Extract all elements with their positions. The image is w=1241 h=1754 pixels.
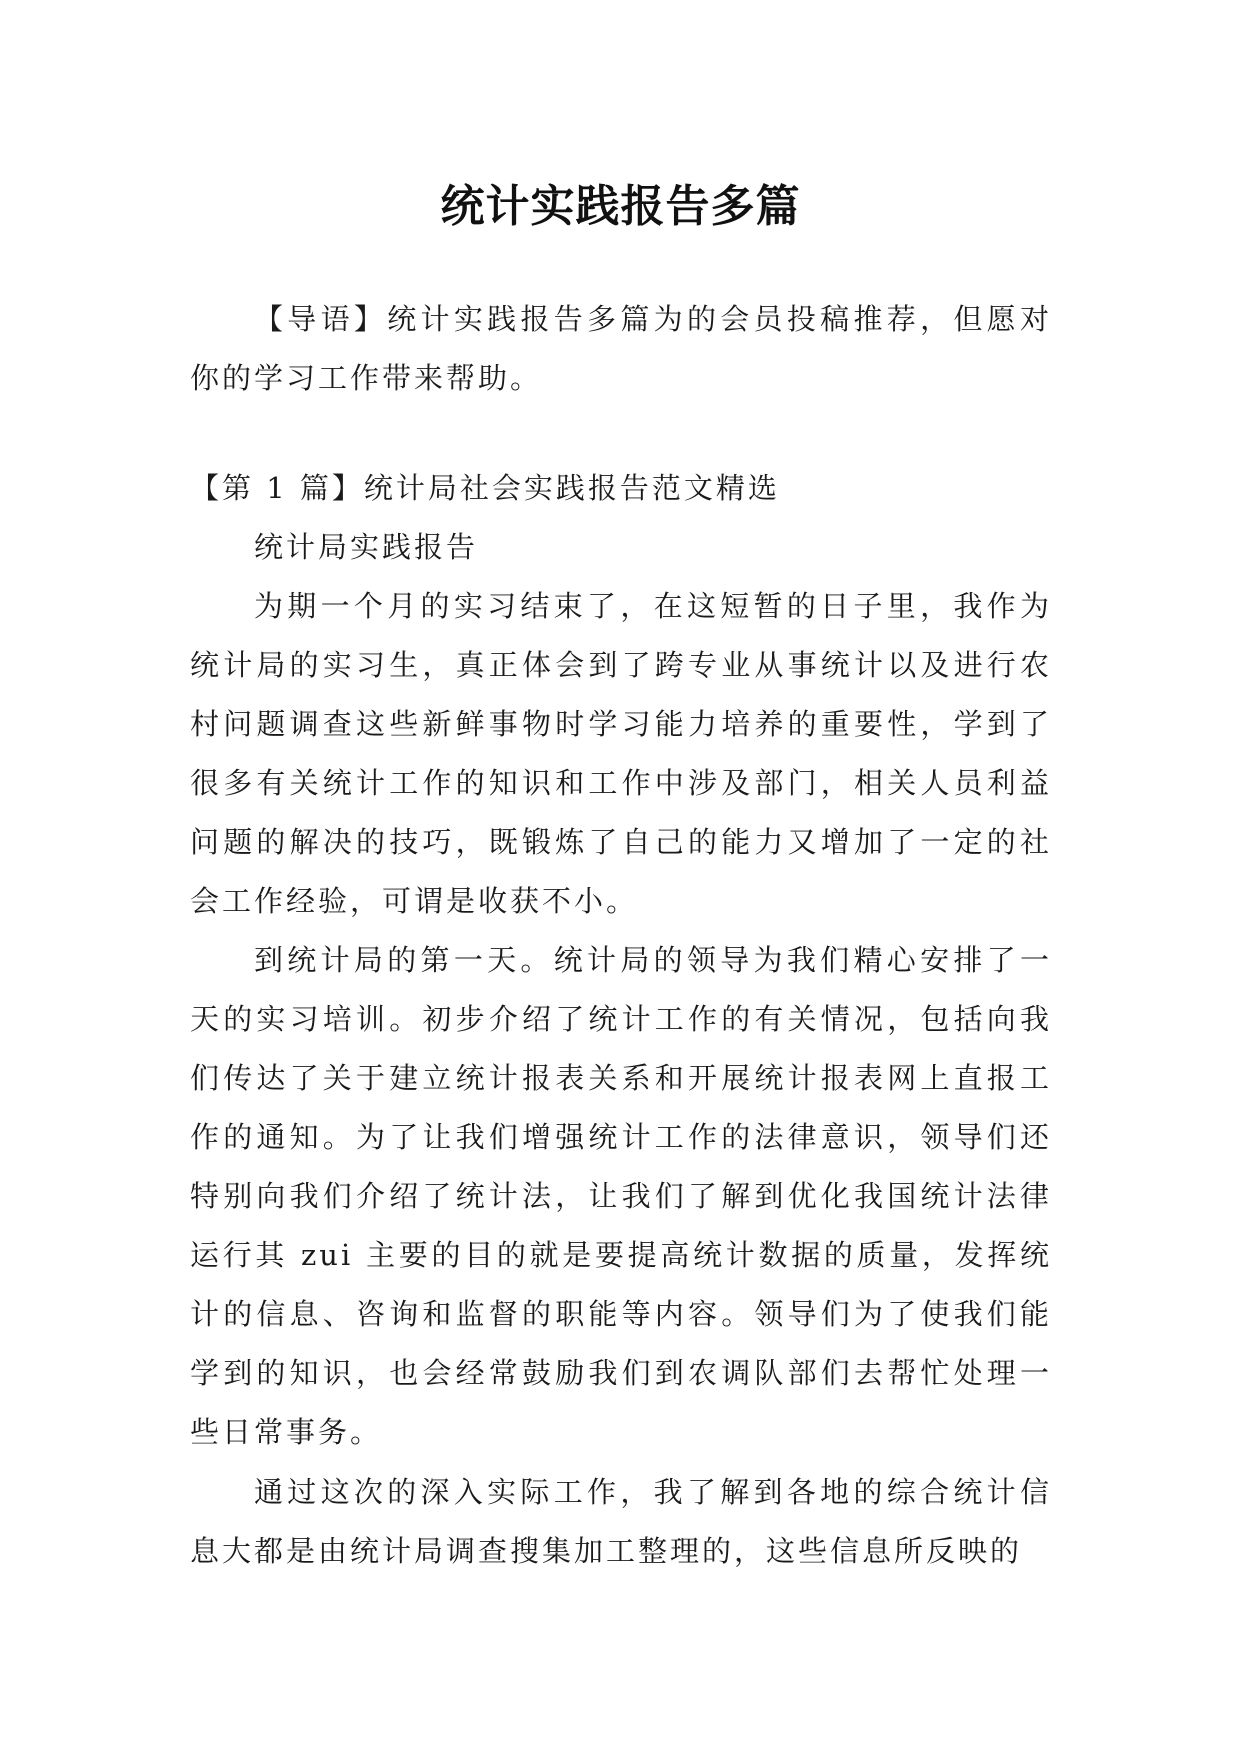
body-paragraph: 为期一个月的实习结束了，在这短暂的日子里，我作为统计局的实习生，真正体会到了跨专业从事统计以及进行农村问题调查这些新鲜事物时学习能力培养的重要性，学到了很多有关统计工作的知识和工作中涉及部门，相关人员利益问题的解决的技巧，既锻炼了自己的能力又增加了一定的社会工作经验，可谓是收获不小。	[190, 589, 1052, 918]
intro-paragraph: 【导语】统计实践报告多篇为的会员投稿推荐，但愿对你的学习工作带来帮助。	[190, 302, 1052, 395]
body-paragraph: 到统计局的第一天。统计局的领导为我们精心安排了一天的实习培训。初步介绍了统计工作的有关情况，包括向我们传达了关于建立统计报表关系和开展统计报表网上直报工作的通知。为了让我们增强统计工作的法律意识，领导们还特别向我们介绍了统计法，让我们了解到优化我国统计法律运行其 zui 主要的目的就是要提高统计数据的质量，发挥统计的信息、咨询和监督的职能等内容。领导们为了使我们能学到的知识，也会经常鼓励我们到农调队部们去帮忙处理一些日常事务。	[190, 943, 1052, 1449]
body-paragraph: 通过这次的深入实际工作，我了解到各地的综合统计信息大都是由统计局调查搜集加工整理的，这些信息所反映的	[190, 1475, 1052, 1568]
section-heading: 【第 1 篇】统计局社会实践报告范文精选	[190, 471, 780, 505]
document-title: 统计实践报告多篇	[440, 181, 801, 233]
sub-heading: 统计局实践报告	[254, 530, 479, 564]
